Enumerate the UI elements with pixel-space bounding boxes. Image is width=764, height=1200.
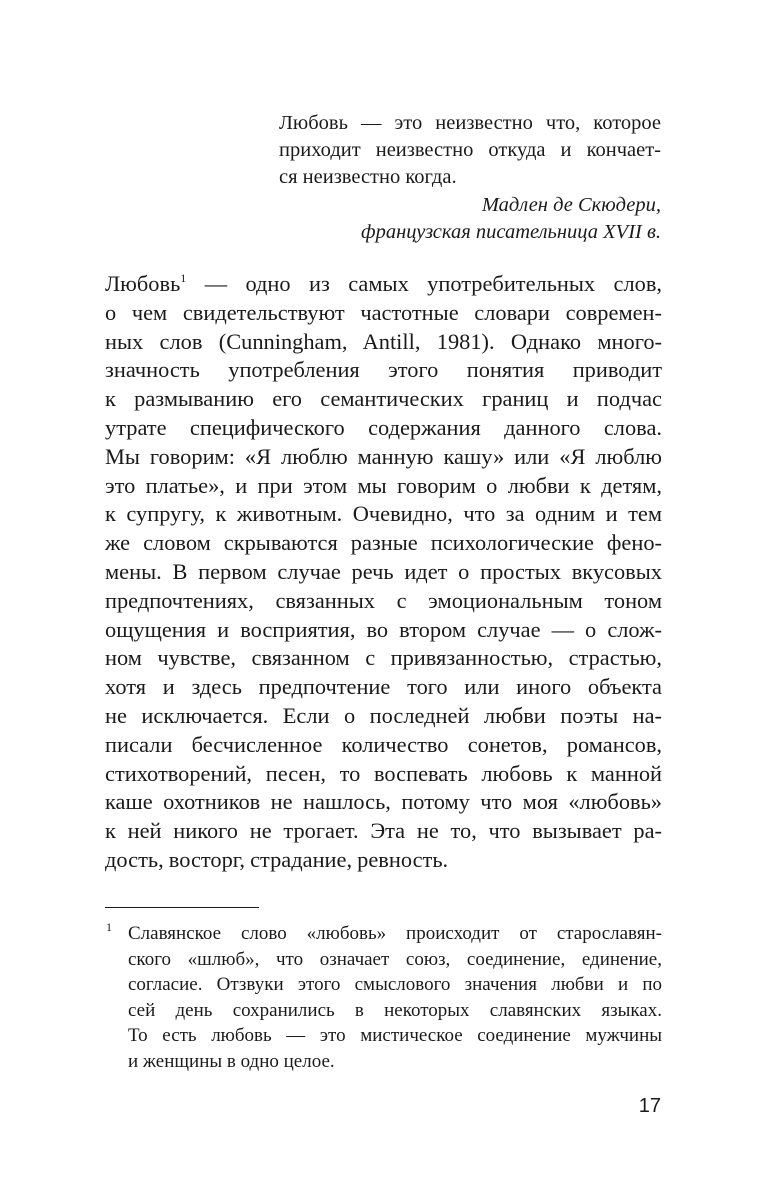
- first-word: Любовь: [105, 271, 181, 296]
- epigraph-author: Мадлен де Скюдери,: [481, 194, 661, 216]
- text-line: к супругу, к животным. Очевидно, что за одним и тем: [105, 501, 662, 527]
- text-line: каше охотников не нашлось, потому что моя «любовь»: [105, 789, 662, 815]
- footnote-line: и женщины в одно целое.: [128, 1050, 335, 1072]
- epigraph-line: ся неизвестно когда.: [279, 166, 457, 188]
- text-line: писали бесчисленное количество сонетов, романсов,: [105, 731, 662, 757]
- text-line: Мы говорим: «Я люблю манную кашу» или «Я люблю: [105, 443, 662, 469]
- text-line: мены. В первом случае речь идет о простых вкусовых: [105, 558, 662, 584]
- text-line: предпочтениях, связанных с эмоциональным тоном: [105, 587, 662, 613]
- text-line: хотя и здесь предпочтение того или иного объекта: [105, 674, 662, 700]
- text-line: ном чувстве, связанном с привязанностью, страстью,: [105, 645, 662, 671]
- footnote-line: Славянское слово «любовь» происходит от старославян-: [128, 923, 662, 944]
- text-line: [105, 270, 662, 299]
- footnote-line: сей день сохранились в некоторых славянских языках.: [128, 999, 662, 1021]
- main-text: [105, 270, 662, 875]
- epigraph-line: приходит неизвестно откуда и кончает-: [279, 139, 661, 161]
- text-line: о чем свидетельствуют частотные словари современ-: [105, 299, 662, 325]
- text-line: дость, восторг, страдание, ревность.: [105, 846, 449, 872]
- footnote-reference: 1: [180, 271, 187, 285]
- text-line: значность употребления этого понятия приводит: [105, 357, 662, 383]
- text-line: к ней никого не трогает. Эта не то, что вызывает ра-: [105, 818, 662, 844]
- text-line: же словом скрываются разные психологические фено-: [105, 530, 662, 556]
- text-line: ных слов (Cunningham, Antill, 1981). Однако много-: [105, 328, 662, 354]
- footnote-divider: [105, 907, 259, 908]
- footnote-number: 1: [106, 920, 112, 934]
- text-line: утрате специфического содержания данного слова.: [105, 414, 662, 440]
- epigraph: [279, 110, 661, 191]
- footnote-line: То есть любовь — это мистическое соединение мужчины: [128, 1025, 662, 1047]
- epigraph-line: Любовь — это неизвестно что, которое: [279, 112, 661, 134]
- footnote-line: согласие. Отзвуки этого смыслового значения любви и по: [128, 974, 662, 996]
- footnote: [128, 921, 662, 1075]
- footnote-line: ского «шлюб», что означает союз, соединение, единение,: [128, 948, 662, 970]
- first-line-rest: — одно из самых употребительных слов,: [186, 271, 662, 296]
- epigraph-attribution: [361, 192, 661, 246]
- text-line: к размыванию его семантических границ и подчас: [105, 386, 662, 412]
- text-line: стихотворений, песен, то воспевать любовь к манной: [105, 760, 662, 786]
- epigraph-author-description: французская писательница XVII в.: [361, 221, 661, 243]
- text-line: это платье», и при этом мы говорим о любви к детям,: [105, 472, 662, 498]
- text-line: не исключается. Если о последней любви поэты на-: [105, 702, 662, 728]
- page-number: 17: [638, 1095, 661, 1117]
- text-line: ощущения и восприятия, во втором случае — о слож-: [105, 616, 662, 642]
